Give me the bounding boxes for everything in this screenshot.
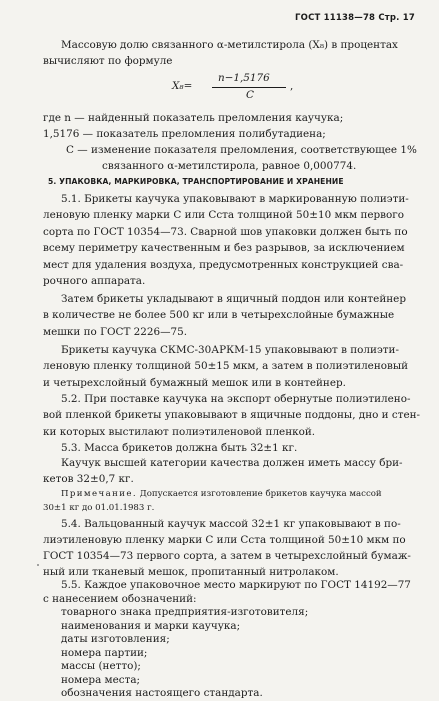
paragraph-5-2	[43, 391, 420, 440]
text-line: в количестве не более 500 кг или в четырехслойные бумажные	[43, 309, 395, 322]
page-header: ГОСТ 11138—78 Стр. 17	[295, 13, 415, 23]
marking-list-item: наименования и марки каучука;	[61, 619, 241, 632]
paragraph-5-1	[43, 191, 409, 289]
paragraph-5-3: 5.3. Масса брикетов должна быть 32±1 кг.	[61, 442, 298, 454]
paragraph-containers	[43, 291, 406, 340]
text-line: с нанесением обозначений:	[43, 593, 197, 605]
marking-list	[61, 606, 308, 701]
text-line: ки которых выстилают полиэтиленовой пленкой.	[43, 425, 316, 438]
note	[43, 488, 382, 515]
text-line: кетов 32±0,7 кг.	[43, 473, 134, 485]
formula-comma: ,	[290, 80, 294, 92]
text-line: Затем брикеты укладывают в ящичный поддон или контейнер	[61, 293, 406, 305]
definition-line: связанного α-метилстирола, равное 0,000774.	[102, 160, 357, 172]
note-line	[61, 488, 382, 502]
text-line: 5.1. Брикеты каучука упаковывают в маркированную полиэти-	[61, 193, 409, 205]
formula-numerator: n−1,5176	[218, 72, 270, 84]
text-line: 5.4. Вальцованный каучук массой 32±1 кг упаковывают в по-	[61, 518, 401, 530]
formula	[172, 72, 302, 104]
text-line: рочного аппарата.	[43, 275, 146, 288]
text-line: мешки по ГОСТ 2226—75.	[43, 325, 188, 338]
definition-line: где n — найденный показатель преломления каучука;	[43, 112, 344, 124]
section-title: 5. УПАКОВКА, МАРКИРОВКА, ТРАНСПОРТИРОВАНИЕ И ХРАНЕНИЕ	[48, 177, 344, 186]
marking-list-item: товарного знака предприятия-изготовителя;	[61, 606, 309, 618]
paper-speck	[37, 564, 39, 566]
paragraph-skms	[43, 342, 408, 391]
text-line: леновую пленку толщиной 50±15 мкм, а затем в полиэтиленовый	[43, 360, 409, 373]
text-line: мест для удаления воздуха, предусмотренных конструкцией сва-	[43, 258, 404, 271]
note-line: 30±1 кг до 01.01.1983 г.	[43, 502, 155, 513]
text-line: леновую пленку марки С или Сста толщиной 50±10 мкм первого	[43, 209, 404, 222]
text-line: и четырехслойный бумажный мешок или в контейнер.	[43, 376, 346, 389]
paragraph-5-4	[43, 516, 411, 580]
marking-list-item: обозначения настоящего стандарта.	[61, 687, 263, 699]
text-line: сорта по ГОСТ 10354—73. Сварной шов упаковки должен быть по	[43, 225, 408, 238]
definition-line: 1,5176 — показатель преломления полибутадиена;	[43, 128, 326, 140]
fraction-bar	[212, 87, 286, 88]
paragraph-premium	[43, 455, 403, 487]
text-line: 5.5. Каждое упаковочное место маркируют по ГОСТ 14192—77	[61, 579, 411, 591]
note-text: Допускается изготовление брикетов каучука массой	[139, 489, 382, 499]
marking-list-item: номера места;	[61, 673, 141, 686]
formula-lhs: X₈=	[172, 80, 193, 92]
note-label: Примечание.	[61, 489, 137, 499]
section-5-5	[43, 578, 411, 606]
text-line: всему периметру качественным и без разрывов, за исключением	[43, 242, 405, 255]
definition-line: C — изменение показателя преломления, соответствующее 1%	[66, 144, 417, 156]
text-line: ГОСТ 10354—73 первого сорта, а затем в четырехслойный бумаж-	[43, 550, 411, 562]
text-line: 5.2. При поставке каучука на экспорт обернутые полиэтилено-	[61, 393, 411, 405]
marking-list-item: даты изготовления;	[61, 633, 170, 645]
formula-denominator: C	[246, 89, 254, 101]
marking-list-item: массы (нетто);	[61, 660, 141, 672]
text-line: Брикеты каучука СКМС-30АРКМ-15 упаковывают в полиэти-	[61, 344, 399, 356]
text-line: вой пленкой брикеты упаковывают в ящичные поддоны, дно и стен-	[43, 409, 421, 422]
intro-line: Массовую долю связанного α-метилстирола (X₈) в процентах	[61, 39, 398, 51]
text-line: лиэтиленовую пленку марки С или Сста толщиной 50±10 мкм по	[43, 534, 406, 546]
intro-line: вычисляют по формуле	[43, 55, 173, 68]
marking-list-item: номера партии;	[61, 646, 148, 659]
intro-paragraph	[43, 37, 398, 70]
text-line: ный или тканевый мешок, пропитанный нитролаком.	[43, 566, 339, 578]
text-line: Каучук высшей категории качества должен иметь массу бри-	[61, 457, 403, 469]
